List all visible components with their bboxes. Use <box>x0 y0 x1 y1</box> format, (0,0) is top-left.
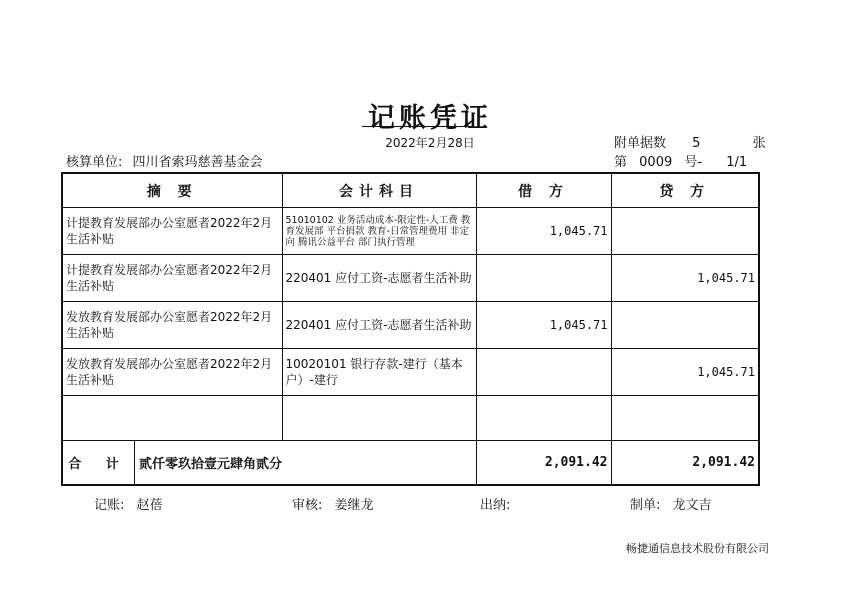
header-summary: 摘 要 <box>62 173 282 208</box>
voucher-table <box>61 172 760 486</box>
total-row <box>62 441 759 486</box>
row-credit <box>611 208 759 255</box>
header-subject: 会计科目 <box>282 173 476 208</box>
auditor <box>292 494 374 513</box>
cashier <box>480 494 510 513</box>
header-credit: 贷 方 <box>611 173 759 208</box>
row-summary: 发放教育发展部办公室愿者2022年2月生活补贴 <box>62 349 282 396</box>
cashier-label: 出纳: <box>480 498 511 513</box>
attachments-info <box>614 132 766 151</box>
row-debit <box>476 255 611 302</box>
row-credit <box>611 302 759 349</box>
preparer <box>630 494 712 513</box>
voucher-prefix: 第 <box>614 155 628 170</box>
accounting-unit <box>66 151 263 170</box>
preparer-label: 制单: <box>630 498 661 513</box>
row-subject: 51010102 业务活动成本-限定性-人工费 教育发展部 平台捐款 教育-日常管理费用 非定向 腾讯公益平台 部门执行管理 <box>282 208 476 255</box>
bookkeeper-label: 记账: <box>94 498 125 513</box>
bookkeeper <box>94 494 163 513</box>
bookkeeper-name: 赵蓓 <box>136 498 163 513</box>
header-debit: 借 方 <box>476 173 611 208</box>
attachments-count: 5 <box>692 136 701 151</box>
total-label: 合 计 <box>63 441 135 484</box>
table-row <box>62 255 759 302</box>
row-summary: 发放教育发展部办公室愿者2022年2月生活补贴 <box>62 302 282 349</box>
preparer-name: 龙文吉 <box>672 498 712 513</box>
row-subject: 10020101 银行存款-建行（基本户）-建行 <box>282 349 476 396</box>
attachments-label: 附单据数 <box>614 136 667 151</box>
row-debit <box>476 349 611 396</box>
attachments-unit: 张 <box>752 136 766 151</box>
voucher-date: 2022年2月28日 <box>385 136 475 150</box>
auditor-name: 姜继龙 <box>334 498 374 513</box>
unit-label: 核算单位: <box>66 155 123 170</box>
table-row <box>62 302 759 349</box>
row-debit: 1,045.71 <box>476 302 611 349</box>
voucher-title: 记账凭证 <box>368 103 492 134</box>
table-row <box>62 349 759 396</box>
blank-row <box>62 396 759 441</box>
title-underline <box>362 126 474 127</box>
total-amount-words: 贰仟零玖拾壹元肆角贰分 <box>139 457 283 472</box>
total-credit: 2,091.42 <box>611 441 759 486</box>
row-credit: 1,045.71 <box>611 349 759 396</box>
voucher-no: 0009 <box>639 155 673 170</box>
row-subject: 220401 应付工资-志愿者生活补助 <box>282 255 476 302</box>
unit-name: 四川省索玛慈善基金会 <box>132 155 263 170</box>
row-summary: 计提教育发展部办公室愿者2022年2月生活补贴 <box>62 208 282 255</box>
table-row <box>62 208 759 255</box>
voucher-page: 1/1 <box>726 155 748 170</box>
row-subject: 220401 应付工资-志愿者生活补助 <box>282 302 476 349</box>
row-debit: 1,045.71 <box>476 208 611 255</box>
voucher-suffix: 号- <box>684 155 703 170</box>
voucher-number <box>614 151 747 170</box>
company-name: 畅捷通信息技术股份有限公司 <box>626 542 769 555</box>
total-debit: 2,091.42 <box>476 441 611 486</box>
row-summary: 计提教育发展部办公室愿者2022年2月生活补贴 <box>62 255 282 302</box>
auditor-label: 审核: <box>292 498 323 513</box>
row-credit: 1,045.71 <box>611 255 759 302</box>
